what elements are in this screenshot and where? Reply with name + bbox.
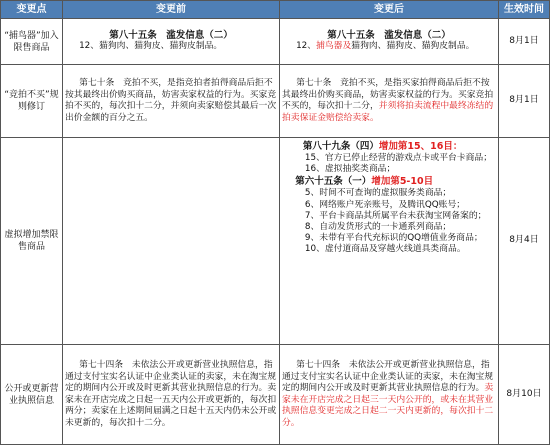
before-text: 第七十四条 未依法公开或更新营业执照信息，指通过支付宝实名认证中企业类认证的卖家，未在淘宝规定的期间内公开或及时更新其营业执照信息的行为。卖家未在开店完成之日起一五天内公开或更新的，每次扣两分；卖家在上述期间届满之日起十五天内仍未公开或未更新的，每次扣十二分。 <box>65 360 277 428</box>
after-text-added: 捕鸟器及 <box>316 41 352 52</box>
header-after: 变更后 <box>280 1 499 19</box>
before-cell <box>63 345 280 445</box>
after-section-title: 第八十九条（四）增加第15、16目： <box>302 141 463 152</box>
table-row <box>1 345 550 445</box>
change-point-cell: “竞拍不买”规则修订 <box>1 65 63 138</box>
after-text-suffix: 猫狗肉、猫狗皮、猫狗皮制品。 <box>351 41 475 52</box>
after-section-title: 第六十五条（一）增加第5-10目 <box>295 176 434 188</box>
after-text <box>282 78 496 124</box>
after-text-added: 卖家未在开店完成之日起三一天内公开的，或未在其营业执照信息变更完成之日起二一天内更新的，每次扣十二分。 <box>282 383 494 428</box>
table-row <box>1 19 550 65</box>
effective-date-cell: 8月1日 <box>499 19 550 65</box>
header-effective-date: 生效时间 <box>499 1 550 19</box>
change-point-cell: 虚拟增加禁限售商品 <box>1 138 63 345</box>
change-point-cell: “捕鸟器”加入限售商品 <box>1 19 63 65</box>
before-section-title: 第八十五条 滥发信息（二） <box>109 30 233 42</box>
after-text-added: 并须将拍卖流程中最终冻结的拍卖保证金赔偿给卖家。 <box>282 101 494 123</box>
effective-date-cell: 8月1日 <box>499 65 550 138</box>
after-cell <box>280 138 499 345</box>
header-change-point: 变更点 <box>1 1 63 19</box>
after-cell <box>280 19 499 65</box>
before-cell-empty <box>63 138 280 345</box>
after-text-main: 第七十四条 未依法公开或更新营业执照信息，指通过支付宝实名认证中企业类认证的卖家，未在淘宝规定的期间内公开或及时更新其营业执照信息的行为。 <box>282 360 494 393</box>
list-item: 10、虚付道商品及穿越火线道具类商品。 <box>304 244 466 255</box>
before-text: 12、猫狗肉、猫狗皮、猫狗皮制品。 <box>79 41 223 52</box>
before-cell <box>63 19 280 65</box>
list-item: 6、网络账户死亲账号，及腾讯QQ账号； <box>304 199 466 210</box>
after-text <box>296 41 496 52</box>
table-row <box>1 65 550 138</box>
table-header-row <box>1 1 550 19</box>
list-item: 5、时间不可查询的虚拟服务类商品； <box>304 188 452 199</box>
after-text <box>282 360 496 429</box>
before-cell <box>63 65 280 138</box>
effective-date-cell: 8月10日 <box>499 345 550 445</box>
before-text: 第七十条 竞拍不买，是指竞拍者拍得商品后拒不按其最终出价购买商品，妨害卖家权益的行为。买家竞拍不买的，每次扣十二分，并须向卖家赔偿其最后一次出价金额的百分之五。 <box>65 78 277 123</box>
after-cell <box>280 65 499 138</box>
list-item: 15、官方已停止经营的游戏点卡或平台卡商品； <box>304 153 493 163</box>
after-text-prefix: 12、 <box>296 41 317 52</box>
change-point-cell: 公开或更新营业执照信息 <box>1 345 63 445</box>
list-item: 8、自动发货形式的一卡通系列商品； <box>304 222 452 233</box>
list-item: 9、未带有平台代充标识的QQ增值业务商品； <box>304 233 483 244</box>
after-text-main: 第七十条 竞拍不买，是指买家拍得商品后拒不按其最终出价购买商品，妨害卖家权益的行为。买家竞拍不买的，每次扣十二分， <box>282 78 494 111</box>
after-section-title: 第八十五条 滥发信息（二） <box>327 30 451 42</box>
after-cell <box>280 345 499 445</box>
header-before: 变更前 <box>63 1 280 19</box>
list-item: 7、平台卡商品其所属平台未获淘宝网备案的； <box>304 210 487 221</box>
table-row <box>1 138 550 345</box>
effective-date-cell: 8月4日 <box>499 138 550 345</box>
list-item: 16、虚拟抽奖类商品； <box>304 164 396 175</box>
